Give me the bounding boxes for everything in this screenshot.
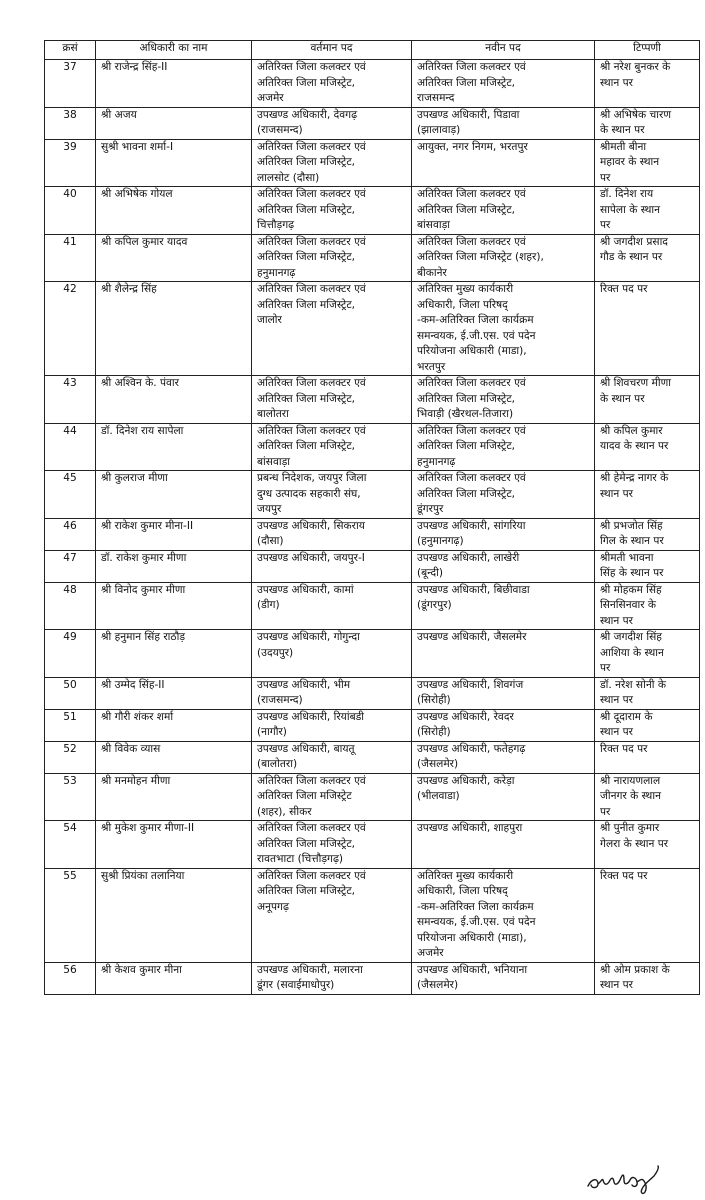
officer-name-cell-text: श्री शैलेन्द्र सिंह [101, 283, 157, 295]
new-post-cell [412, 741, 595, 773]
remark-cell-text: रिक्त पद पर [600, 869, 648, 882]
table-row [45, 376, 700, 424]
current-post-cell [252, 139, 412, 187]
serial-number-cell [45, 741, 96, 773]
remark-cell-text: श्रीमती बीना महावर के स्थान पर [600, 140, 660, 184]
serial-number-cell-text: 55 [63, 869, 77, 882]
remark-cell-text: श्री अभिषेक चारण के स्थान पर [600, 108, 671, 136]
officer-name-cell [96, 709, 252, 741]
header-new-post: नवीन पद [412, 41, 595, 60]
header-sno: क्रसं [45, 41, 96, 60]
table-row [45, 773, 700, 821]
current-post-cell-text: अतिरिक्त जिला कलक्टर एवं अतिरिक्त जिला मजिस्ट्रेट, बांसवाड़ा [257, 424, 366, 468]
current-post-cell-text: अतिरिक्त जिला कलक्टर एवं अतिरिक्त जिला मजिस्ट्रेट, जालोर [257, 283, 366, 326]
serial-number-cell [45, 677, 96, 709]
remark-cell-text: श्री ओम प्रकाश के स्थान पर [600, 963, 670, 991]
new-post-cell-text: उपखण्ड अधिकारी, लाखेरी (बून्दी) [417, 551, 520, 579]
serial-number-cell-text: 48 [63, 583, 77, 596]
table-row [45, 60, 700, 108]
officer-name-cell [96, 962, 252, 994]
current-post-cell-text: अतिरिक्त जिला कलक्टर एवं अतिरिक्त जिला मजिस्ट्रेट, अजमेर [257, 61, 366, 104]
serial-number-cell-text: 37 [63, 61, 77, 73]
remark-cell [595, 773, 700, 821]
officer-name-cell-text: श्री विवेक व्यास [101, 742, 161, 755]
serial-number-cell [45, 471, 96, 519]
serial-number-cell-text: 43 [63, 377, 77, 389]
officer-name-cell-text: श्री अभिषेक गोयल [101, 188, 173, 200]
new-post-cell [412, 630, 595, 678]
new-post-cell [412, 282, 595, 376]
serial-number-cell [45, 962, 96, 994]
remark-cell-text: डॉ. दिनेश राय सापेला के स्थान पर [600, 188, 661, 231]
officer-name-cell-text: श्री हनुमान सिंह राठौड़ [101, 631, 185, 643]
serial-number-cell [45, 107, 96, 139]
remark-cell [595, 550, 700, 582]
new-post-cell-text: उपखण्ड अधिकारी, करेड़ा (भीलवाडा) [417, 774, 515, 802]
serial-number-cell [45, 868, 96, 962]
officer-name-cell-text: सुश्री प्रियंका तलानिया [101, 869, 185, 882]
current-post-cell [252, 821, 412, 869]
officer-name-cell-text: श्री मुकेश कुमार मीणा-II [101, 822, 195, 834]
officer-name-cell [96, 60, 252, 108]
current-post-cell [252, 677, 412, 709]
remark-cell [595, 741, 700, 773]
officer-name-cell-text: श्री राजेन्द्र सिंह-II [101, 61, 168, 73]
officer-name-cell [96, 282, 252, 376]
serial-number-cell [45, 187, 96, 235]
serial-number-cell-text: 49 [63, 631, 77, 643]
serial-number-cell [45, 821, 96, 869]
serial-number-cell-text: 50 [63, 678, 77, 691]
remark-cell [595, 376, 700, 424]
remark-cell-text: श्री मोहकम सिंह सिनसिनवार के स्थान पर [600, 583, 662, 627]
serial-number-cell-text: 39 [63, 140, 77, 153]
new-post-cell-text: उपखण्ड अधिकारी, पिडावा (झालावाड़) [417, 108, 520, 136]
new-post-cell-text: उपखण्ड अधिकारी, शाहपुरा [417, 822, 523, 834]
remark-cell-text: श्री जगदीश प्रसाद गौड के स्थान पर [600, 235, 668, 263]
new-post-cell-text: अतिरिक्त जिला कलक्टर एवं अतिरिक्त जिला मजिस्ट्रेट (शहर), बीकानेर [417, 235, 544, 279]
officer-name-cell-text: श्री राकेश कुमार मीना-II [101, 519, 194, 532]
serial-number-cell-text: 45 [63, 472, 77, 484]
new-post-cell-text: उपखण्ड अधिकारी, फतेहगढ़ (जैसलमेर) [417, 742, 526, 770]
officer-name-cell [96, 821, 252, 869]
table-row [45, 282, 700, 376]
officer-name-cell [96, 376, 252, 424]
officer-name-cell-text: श्री मनमोहन मीणा [101, 774, 171, 787]
current-post-cell [252, 962, 412, 994]
remark-cell [595, 139, 700, 187]
new-post-cell [412, 962, 595, 994]
current-post-cell-text: अतिरिक्त जिला कलक्टर एवं अतिरिक्त जिला मजिस्ट्रेट, रावतभाटा (चित्तौड़गढ़) [257, 822, 366, 865]
remark-cell-text: श्री शिवचरण मीणा के स्थान पर [600, 377, 672, 405]
serial-number-cell-text: 53 [63, 774, 77, 787]
officer-name-cell [96, 677, 252, 709]
serial-number-cell-text: 56 [63, 963, 77, 976]
current-post-cell [252, 187, 412, 235]
remark-cell [595, 107, 700, 139]
officer-name-cell-text: श्री कपिल कुमार यादव [101, 235, 188, 248]
serial-number-cell-text: 44 [63, 424, 77, 437]
table-row [45, 741, 700, 773]
remark-cell-text: श्री कपिल कुमार यादव के स्थान पर [600, 424, 669, 452]
officer-name-cell [96, 471, 252, 519]
current-post-cell [252, 423, 412, 471]
current-post-cell-text: अतिरिक्त जिला कलक्टर एवं अतिरिक्त जिला मजिस्ट्रेट, हनुमानगढ़ [257, 235, 366, 279]
new-post-cell [412, 868, 595, 962]
new-post-cell [412, 139, 595, 187]
new-post-cell-text: उपखण्ड अधिकारी, शिवगंज (सिरोही) [417, 678, 524, 706]
current-post-cell [252, 107, 412, 139]
new-post-cell [412, 107, 595, 139]
table-row [45, 709, 700, 741]
new-post-cell-text: उपखण्ड अधिकारी, बिछीवाडा (डूंगरपुर) [417, 583, 530, 611]
current-post-cell [252, 741, 412, 773]
remark-cell [595, 60, 700, 108]
table-header-row [45, 41, 700, 60]
new-post-cell-text: अतिरिक्त जिला कलक्टर एवं अतिरिक्त जिला मजिस्ट्रेट, बांसवाड़ा [417, 188, 526, 231]
current-post-cell-text: उपखण्ड अधिकारी, रियांबडी (नागौर) [257, 710, 365, 738]
header-officer-name: अधिकारी का नाम [96, 41, 252, 60]
table-row [45, 139, 700, 187]
current-post-cell-text: उपखण्ड अधिकारी, देवगढ़ (राजसमन्द) [257, 108, 358, 136]
remark-cell-text: श्री पुनीत कुमार गेलरा के स्थान पर [600, 822, 669, 850]
new-post-cell-text: उपखण्ड अधिकारी, रेवदर (सिरोही) [417, 710, 514, 738]
table-row [45, 582, 700, 630]
new-post-cell [412, 582, 595, 630]
officer-name-cell [96, 423, 252, 471]
serial-number-cell-text: 41 [63, 235, 77, 248]
remark-cell [595, 630, 700, 678]
current-post-cell-text: उपखण्ड अधिकारी, गोगुन्दा (उदयपुर) [257, 631, 360, 659]
remark-cell [595, 518, 700, 550]
current-post-cell-text: उपखण्ड अधिकारी, भीम (राजसमन्द) [257, 678, 351, 706]
header-current-post: वर्तमान पद [252, 41, 412, 60]
serial-number-cell [45, 630, 96, 678]
current-post-cell-text: अतिरिक्त जिला कलक्टर एवं अतिरिक्त जिला मजिस्ट्रेट, लालसोट (दौसा) [257, 140, 366, 184]
remark-cell [595, 821, 700, 869]
current-post-cell-text: उपखण्ड अधिकारी, बायतू (बालोतरा) [257, 742, 355, 770]
serial-number-cell-text: 46 [63, 519, 77, 532]
serial-number-cell [45, 234, 96, 282]
remark-cell-text: श्री नरेश बुनकर के स्थान पर [600, 61, 671, 89]
current-post-cell [252, 376, 412, 424]
officer-name-cell [96, 550, 252, 582]
remark-cell-text: श्री जगदीश सिंह आशिया के स्थान पर [600, 631, 664, 674]
new-post-cell-text: अतिरिक्त मुख्य कार्यकारी अधिकारी, जिला परिषद् -कम-अतिरिक्त जिला कार्यक्रम समन्वयक, ई.जी.एस. एवं पदेन परियोजना अधिकारी (माडा), अजमेर [417, 869, 536, 959]
serial-number-cell [45, 376, 96, 424]
table-row [45, 423, 700, 471]
remark-cell-text: श्री नारायणलाल जीनगर के स्थान पर [600, 774, 661, 818]
serial-number-cell-text: 51 [63, 710, 77, 723]
current-post-cell [252, 60, 412, 108]
table-row [45, 107, 700, 139]
new-post-cell-text: अतिरिक्त जिला कलक्टर एवं अतिरिक्त जिला मजिस्ट्रेट, भिवाड़ी (खैरथल-तिजारा) [417, 377, 526, 420]
officer-name-cell-text: श्री उम्मेद सिंह-II [101, 678, 165, 691]
current-post-cell-text: अतिरिक्त जिला कलक्टर एवं अतिरिक्त जिला मजिस्ट्रेट, अनूपगढ़ [257, 869, 366, 913]
remark-cell-text: डॉ. नरेश सोनी के स्थान पर [600, 678, 666, 706]
table-row [45, 677, 700, 709]
current-post-cell-text: अतिरिक्त जिला कलक्टर एवं अतिरिक्त जिला मजिस्ट्रेट, चित्तौड़गढ़ [257, 188, 366, 231]
officer-name-cell-text: श्री गौरी शंकर शर्मा [101, 710, 174, 723]
new-post-cell [412, 471, 595, 519]
new-post-cell-text: अतिरिक्त जिला कलक्टर एवं अतिरिक्त जिला मजिस्ट्रेट, राजसमन्द [417, 61, 526, 104]
officer-name-cell-text: डॉ. दिनेश राय सापेला [101, 424, 184, 437]
serial-number-cell-text: 40 [63, 188, 77, 200]
new-post-cell [412, 234, 595, 282]
remark-cell [595, 677, 700, 709]
current-post-cell [252, 282, 412, 376]
header-remark: टिप्पणी [595, 41, 700, 60]
officer-name-cell-text: श्री विनोद कुमार मीणा [101, 583, 186, 596]
remark-cell-text: रिक्त पद पर [600, 742, 648, 755]
new-post-cell-text: अतिरिक्त मुख्य कार्यकारी अधिकारी, जिला परिषद् -कम-अतिरिक्त जिला कार्यक्रम समन्वयक, ई.जी.एस. एवं पदेन परियोजना अधिकारी (माडा), भरतपुर [417, 283, 536, 373]
table-row [45, 550, 700, 582]
signature [584, 1158, 694, 1196]
new-post-cell [412, 518, 595, 550]
officer-name-cell-text: सुश्री भावना शर्मा-I [101, 140, 174, 153]
officer-name-cell [96, 518, 252, 550]
officer-name-cell [96, 139, 252, 187]
table-row [45, 518, 700, 550]
serial-number-cell [45, 550, 96, 582]
remark-cell [595, 582, 700, 630]
new-post-cell [412, 376, 595, 424]
serial-number-cell [45, 423, 96, 471]
officer-name-cell-text: डॉ. राकेश कुमार मीणा [101, 551, 187, 564]
serial-number-cell [45, 582, 96, 630]
serial-number-cell-text: 38 [63, 108, 77, 121]
table-row [45, 471, 700, 519]
serial-number-cell [45, 709, 96, 741]
table-row [45, 234, 700, 282]
new-post-cell [412, 821, 595, 869]
current-post-cell [252, 234, 412, 282]
new-post-cell-text: आयुक्त, नगर निगम, भरतपुर [417, 140, 528, 153]
remark-cell-text: श्रीमती भावना सिंह के स्थान पर [600, 551, 664, 579]
current-post-cell [252, 550, 412, 582]
remark-cell [595, 868, 700, 962]
officer-name-cell-text: श्री केशव कुमार मीना [101, 963, 182, 976]
remark-cell [595, 282, 700, 376]
current-post-cell-text: अतिरिक्त जिला कलक्टर एवं अतिरिक्त जिला मजिस्ट्रेट, बालोतरा [257, 377, 366, 420]
new-post-cell-text: अतिरिक्त जिला कलक्टर एवं अतिरिक्त जिला मजिस्ट्रेट, हनुमानगढ़ [417, 424, 526, 468]
officer-name-cell [96, 773, 252, 821]
serial-number-cell [45, 60, 96, 108]
transfer-table [44, 40, 700, 995]
new-post-cell [412, 677, 595, 709]
remark-cell [595, 471, 700, 519]
serial-number-cell [45, 773, 96, 821]
remark-cell-text: श्री हेमेन्द्र नागर के स्थान पर [600, 472, 669, 500]
remark-cell [595, 709, 700, 741]
current-post-cell [252, 709, 412, 741]
officer-name-cell [96, 187, 252, 235]
serial-number-cell-text: 52 [63, 742, 77, 755]
officer-name-cell-text: श्री कुलराज मीणा [101, 472, 168, 484]
remark-cell-text: श्री दूदाराम के स्थान पर [600, 710, 653, 738]
officer-name-cell [96, 107, 252, 139]
remark-cell [595, 423, 700, 471]
remark-cell [595, 962, 700, 994]
officer-name-cell [96, 582, 252, 630]
serial-number-cell [45, 139, 96, 187]
new-post-cell [412, 423, 595, 471]
new-post-cell-text: उपखण्ड अधिकारी, भनियाना (जैसलमेर) [417, 963, 528, 991]
officer-name-cell-text: श्री अजय [101, 108, 137, 121]
current-post-cell [252, 582, 412, 630]
serial-number-cell [45, 282, 96, 376]
serial-number-cell-text: 54 [63, 822, 77, 834]
table-row [45, 868, 700, 962]
current-post-cell-text: उपखण्ड अधिकारी, जयपुर-I [257, 551, 365, 564]
new-post-cell [412, 773, 595, 821]
serial-number-cell [45, 518, 96, 550]
new-post-cell [412, 709, 595, 741]
remark-cell-text: रिक्त पद पर [600, 283, 648, 295]
current-post-cell [252, 868, 412, 962]
serial-number-cell-text: 42 [63, 283, 77, 295]
remark-cell [595, 234, 700, 282]
new-post-cell-text: उपखण्ड अधिकारी, जैसलमेर [417, 631, 527, 643]
officer-name-cell [96, 234, 252, 282]
remark-cell-text: श्री प्रभजोत सिंह गिल के स्थान पर [600, 519, 664, 547]
current-post-cell-text: उपखण्ड अधिकारी, कामां (डीग) [257, 583, 354, 611]
new-post-cell [412, 550, 595, 582]
officer-name-cell [96, 741, 252, 773]
remark-cell [595, 187, 700, 235]
current-post-cell-text: प्रबन्ध निदेशक, जयपुर जिला दुग्ध उत्पादक सहकारी संघ, जयपुर [257, 472, 367, 515]
current-post-cell-text: अतिरिक्त जिला कलक्टर एवं अतिरिक्त जिला मजिस्ट्रेट (शहर), सीकर [257, 774, 366, 818]
table-row [45, 821, 700, 869]
new-post-cell [412, 187, 595, 235]
officer-name-cell [96, 868, 252, 962]
new-post-cell-text: उपखण्ड अधिकारी, सांगरिया (हनुमानगढ़) [417, 519, 526, 547]
current-post-cell [252, 773, 412, 821]
table-row [45, 187, 700, 235]
table-row [45, 962, 700, 994]
table-row [45, 630, 700, 678]
current-post-cell [252, 518, 412, 550]
current-post-cell [252, 471, 412, 519]
new-post-cell-text: अतिरिक्त जिला कलक्टर एवं अतिरिक्त जिला मजिस्ट्रेट, डूंगरपुर [417, 472, 526, 515]
serial-number-cell-text: 47 [63, 551, 77, 564]
officer-name-cell-text: श्री अश्विन के. पंवार [101, 377, 179, 389]
new-post-cell [412, 60, 595, 108]
current-post-cell-text: उपखण्ड अधिकारी, मलारना डूंगर (सवाईमाधोपुर) [257, 963, 363, 991]
officer-name-cell [96, 630, 252, 678]
current-post-cell-text: उपखण्ड अधिकारी, सिकराय (दौसा) [257, 519, 365, 547]
current-post-cell [252, 630, 412, 678]
